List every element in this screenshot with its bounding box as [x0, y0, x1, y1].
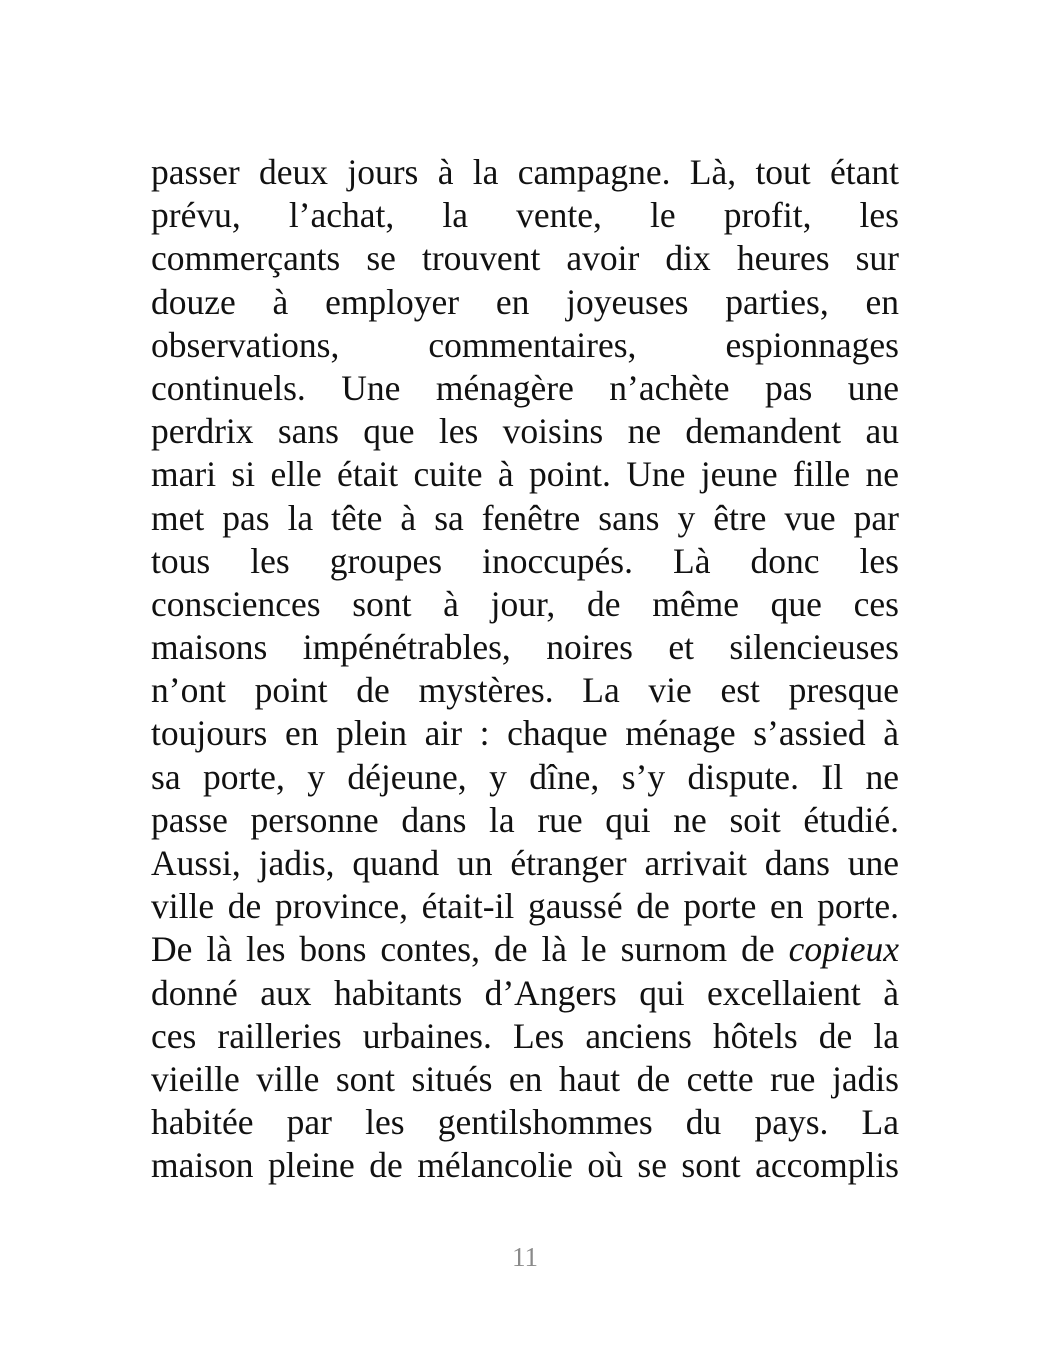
- italic-word: copieux: [788, 929, 899, 970]
- text-line: continuels. Une ménagère n’achète pas une: [151, 367, 899, 408]
- text-line-with-italic: [151, 928, 899, 971]
- text-line: consciences sont à jour, de même que ces: [151, 583, 899, 624]
- text-line: sa porte, y déjeune, y dîne, s’y dispute. Il ne: [151, 756, 899, 797]
- text-segment: De là les bons contes, de là le surnom de: [151, 929, 775, 970]
- text-line: perdrix sans que les voisins ne demandent au: [151, 411, 899, 452]
- text-line: maisons impénétrables, noires et silencieuses: [151, 627, 899, 668]
- text-line: commerçants se trouvent avoir dix heures sur: [151, 238, 899, 279]
- text-line: Aussi, jadis, quand un étranger arrivait dans une: [151, 843, 899, 883]
- text-line: passer deux jours à la campagne. Là, tout étant: [151, 152, 899, 192]
- text-line: ville de province, était-il gaussé de porte en porte.: [151, 886, 899, 927]
- text-line: passe personne dans la rue qui ne soit étudié.: [151, 799, 899, 840]
- page-number: 11: [512, 1242, 538, 1272]
- text-line: observations, commentaires, espionnages: [151, 324, 899, 365]
- text-line: mari si elle était cuite à point. Une jeune fille ne: [151, 454, 899, 495]
- text-line: n’ont point de mystères. La vie est presque: [151, 670, 899, 711]
- body-text: [151, 151, 899, 1188]
- text-line: tous les groupes inoccupés. Là donc les: [151, 540, 899, 581]
- text-line: prévu, l’achat, la vente, le profit, les: [151, 195, 899, 236]
- text-line: donné aux habitants d’Angers qui excellaient à: [151, 972, 899, 1013]
- text-line: douze à employer en joyeuses parties, en: [151, 281, 899, 322]
- text-line: maison pleine de mélancolie où se sont accomplis: [151, 1145, 899, 1186]
- text-line: habitée par les gentilshommes du pays. La: [151, 1102, 899, 1143]
- text-line: toujours en plein air : chaque ménage s’assied à: [151, 713, 899, 754]
- text-line: ces railleries urbaines. Les anciens hôtels de la: [151, 1015, 899, 1056]
- text-line: vieille ville sont situés en haut de cette rue jadis: [151, 1058, 899, 1099]
- text-line: met pas la tête à sa fenêtre sans y être vue par: [151, 497, 899, 538]
